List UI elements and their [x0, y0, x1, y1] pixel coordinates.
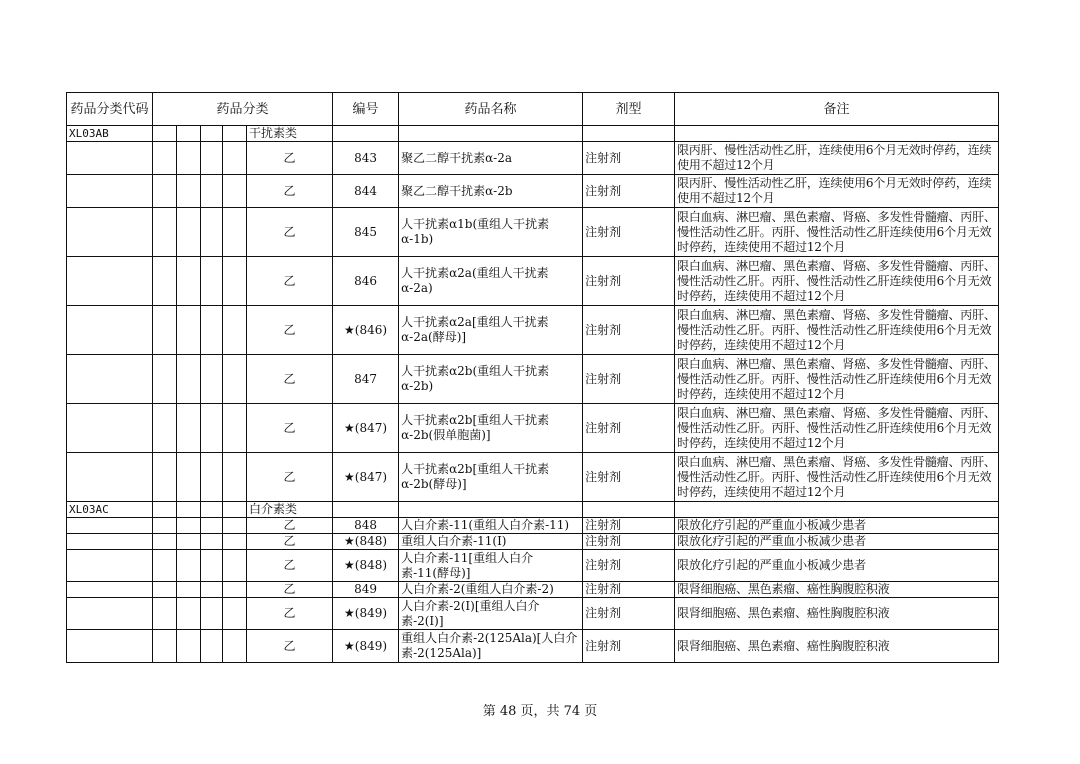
drug-name: 人干扰素α2b[重组人干扰素α-2b(假单胞菌)] — [399, 404, 583, 453]
dosage-form: 注射剂 — [583, 582, 675, 598]
drug-number: ★(847) — [333, 453, 399, 502]
drug-number: ★(848) — [333, 550, 399, 582]
remark-cell: 限白血病、淋巴瘤、黑色素瘤、肾癌、多发性骨髓瘤、丙肝、慢性活动性乙肝。丙肝、慢性活动性乙肝连续使用6个月无效时停药，连续使用不超过12个月 — [675, 306, 999, 355]
drug-number: 849 — [333, 582, 399, 598]
dosage-form: 注射剂 — [583, 404, 675, 453]
category-level-cell — [201, 598, 223, 630]
insurance-class: 乙 — [247, 534, 333, 550]
table-row — [67, 208, 999, 257]
category-level-cell — [223, 175, 247, 208]
category-level-cell — [201, 257, 223, 306]
empty-cell — [675, 502, 999, 518]
table-row — [67, 518, 999, 534]
category-level-cell — [223, 404, 247, 453]
code-cell — [67, 257, 153, 306]
remark-cell: 限白血病、淋巴瘤、黑色素瘤、肾癌、多发性骨髓瘤、丙肝、慢性活动性乙肝。丙肝、慢性活动性乙肝连续使用6个月无效时停药，连续使用不超过12个月 — [675, 257, 999, 306]
category-level-cell — [223, 550, 247, 582]
category-level-cell — [177, 257, 201, 306]
insurance-class: 乙 — [247, 550, 333, 582]
code-cell — [67, 534, 153, 550]
category-level-cell — [223, 142, 247, 175]
category-level-cell — [223, 208, 247, 257]
category-level-cell — [201, 518, 223, 534]
drug-name: 人干扰素α2a(重组人干扰素α-2a) — [399, 257, 583, 306]
table-row — [67, 257, 999, 306]
dosage-form: 注射剂 — [583, 550, 675, 582]
header-form: 剂型 — [583, 93, 675, 126]
category-level-cell — [177, 518, 201, 534]
drug-name: 人白介素-11(重组人白介素-11) — [399, 518, 583, 534]
remark-cell: 限丙肝、慢性活动性乙肝，连续使用6个月无效时停药，连续使用不超过12个月 — [675, 175, 999, 208]
code-cell — [67, 404, 153, 453]
category-level-cell — [177, 208, 201, 257]
category-level-cell — [177, 126, 201, 142]
category-row — [67, 502, 999, 518]
drug-name: 人干扰素α2a[重组人干扰素α-2a(酵母)] — [399, 306, 583, 355]
insurance-class: 乙 — [247, 257, 333, 306]
drug-number: ★(846) — [333, 306, 399, 355]
category-level-cell — [201, 126, 223, 142]
drug-name: 聚乙二醇干扰素α-2b — [399, 175, 583, 208]
dosage-form: 注射剂 — [583, 257, 675, 306]
category-level-cell — [153, 582, 177, 598]
category-level-cell — [223, 534, 247, 550]
category-level-cell — [153, 257, 177, 306]
drug-name: 人干扰素α2b[重组人干扰素α-2b(酵母)] — [399, 453, 583, 502]
table-row — [67, 355, 999, 404]
empty-cell — [675, 126, 999, 142]
drug-number: ★(849) — [333, 598, 399, 630]
category-level-cell — [153, 518, 177, 534]
insurance-class: 乙 — [247, 142, 333, 175]
drug-name: 人干扰素α1b(重组人干扰素α-1b) — [399, 208, 583, 257]
dosage-form: 注射剂 — [583, 518, 675, 534]
category-level-cell — [153, 598, 177, 630]
empty-cell — [583, 502, 675, 518]
code-cell — [67, 582, 153, 598]
category-level-cell — [201, 142, 223, 175]
category-level-cell — [153, 208, 177, 257]
dosage-form: 注射剂 — [583, 453, 675, 502]
dosage-form: 注射剂 — [583, 630, 675, 663]
category-level-cell — [153, 175, 177, 208]
category-level-cell — [201, 630, 223, 663]
header-category: 药品分类 — [153, 93, 333, 126]
category-level-cell — [177, 453, 201, 502]
category-level-cell — [153, 355, 177, 404]
drug-number: 844 — [333, 175, 399, 208]
code-cell — [67, 518, 153, 534]
insurance-class: 乙 — [247, 453, 333, 502]
dosage-form: 注射剂 — [583, 208, 675, 257]
category-level-cell — [223, 630, 247, 663]
category-level-cell — [177, 630, 201, 663]
category-level-cell — [223, 306, 247, 355]
category-level-cell — [223, 598, 247, 630]
category-level-cell — [201, 208, 223, 257]
category-level-cell — [153, 126, 177, 142]
code-cell — [67, 208, 153, 257]
dosage-form: 注射剂 — [583, 306, 675, 355]
category-level-cell — [201, 502, 223, 518]
table-row — [67, 550, 999, 582]
table-row — [67, 630, 999, 663]
insurance-class: 乙 — [247, 598, 333, 630]
table-row — [67, 142, 999, 175]
remark-cell: 限白血病、淋巴瘤、黑色素瘤、肾癌、多发性骨髓瘤、丙肝、慢性活动性乙肝。丙肝、慢性活动性乙肝连续使用6个月无效时停药，连续使用不超过12个月 — [675, 453, 999, 502]
table-row — [67, 175, 999, 208]
insurance-class: 乙 — [247, 518, 333, 534]
header-name: 药品名称 — [399, 93, 583, 126]
table-row — [67, 306, 999, 355]
drug-number: 847 — [333, 355, 399, 404]
category-level-cell — [177, 404, 201, 453]
drug-name: 重组人白介素-2(125Ala)[人白介素-2(125Ala)] — [399, 630, 583, 663]
code-cell — [67, 306, 153, 355]
insurance-class: 乙 — [247, 404, 333, 453]
empty-cell — [333, 502, 399, 518]
dosage-form: 注射剂 — [583, 534, 675, 550]
category-level-cell — [177, 355, 201, 404]
code-cell — [67, 630, 153, 663]
category-row — [67, 126, 999, 142]
table-header-row — [67, 93, 999, 126]
category-level-cell — [201, 453, 223, 502]
page-footer: 第 48 页，共 74 页 — [482, 704, 598, 719]
remark-cell: 限肾细胞癌、黑色素瘤、癌性胸腹腔积液 — [675, 630, 999, 663]
category-level-cell — [153, 630, 177, 663]
remark-cell: 限放化疗引起的严重血小板减少患者 — [675, 518, 999, 534]
table-row — [67, 582, 999, 598]
code-cell — [67, 453, 153, 502]
category-level-cell — [153, 142, 177, 175]
dosage-form: 注射剂 — [583, 142, 675, 175]
category-level-cell — [223, 355, 247, 404]
remark-cell: 限白血病、淋巴瘤、黑色素瘤、肾癌、多发性骨髓瘤、丙肝、慢性活动性乙肝。丙肝、慢性活动性乙肝连续使用6个月无效时停药，连续使用不超过12个月 — [675, 355, 999, 404]
category-level-cell — [201, 404, 223, 453]
insurance-class: 乙 — [247, 175, 333, 208]
category-level-cell — [177, 598, 201, 630]
drug-number: 843 — [333, 142, 399, 175]
drug-name: 人白介素-11[重组人白介素-11(酵母)] — [399, 550, 583, 582]
empty-cell — [399, 126, 583, 142]
remark-cell: 限肾细胞癌、黑色素瘤、癌性胸腹腔积液 — [675, 598, 999, 630]
drug-number: 848 — [333, 518, 399, 534]
category-level-cell — [177, 175, 201, 208]
drug-name: 人白介素-2(重组人白介素-2) — [399, 582, 583, 598]
empty-cell — [399, 502, 583, 518]
remark-cell: 限放化疗引起的严重血小板减少患者 — [675, 534, 999, 550]
dosage-form: 注射剂 — [583, 355, 675, 404]
category-level-cell — [201, 550, 223, 582]
dosage-form: 注射剂 — [583, 598, 675, 630]
drug-number: 846 — [333, 257, 399, 306]
drug-table — [66, 92, 999, 663]
category-label: 白介素类 — [247, 502, 333, 518]
empty-cell — [333, 126, 399, 142]
category-level-cell — [177, 550, 201, 582]
category-level-cell — [201, 175, 223, 208]
category-level-cell — [177, 534, 201, 550]
category-level-cell — [153, 453, 177, 502]
category-level-cell — [201, 582, 223, 598]
category-level-cell — [177, 142, 201, 175]
code-cell — [67, 550, 153, 582]
category-code: XL03AB — [67, 126, 153, 142]
header-remark: 备注 — [675, 93, 999, 126]
category-level-cell — [153, 404, 177, 453]
header-number: 编号 — [333, 93, 399, 126]
insurance-class: 乙 — [247, 306, 333, 355]
insurance-class: 乙 — [247, 630, 333, 663]
remark-cell: 限白血病、淋巴瘤、黑色素瘤、肾癌、多发性骨髓瘤、丙肝、慢性活动性乙肝。丙肝、慢性活动性乙肝连续使用6个月无效时停药，连续使用不超过12个月 — [675, 404, 999, 453]
drug-name: 聚乙二醇干扰素α-2a — [399, 142, 583, 175]
category-level-cell — [153, 550, 177, 582]
table-row — [67, 534, 999, 550]
category-level-cell — [177, 502, 201, 518]
empty-cell — [583, 126, 675, 142]
category-level-cell — [223, 126, 247, 142]
category-label: 干扰素类 — [247, 126, 333, 142]
table-row — [67, 453, 999, 502]
category-level-cell — [201, 534, 223, 550]
table-row — [67, 598, 999, 630]
table-row — [67, 404, 999, 453]
drug-number: ★(848) — [333, 534, 399, 550]
category-level-cell — [201, 306, 223, 355]
code-cell — [67, 355, 153, 404]
category-level-cell — [223, 257, 247, 306]
category-level-cell — [153, 306, 177, 355]
table-body — [67, 126, 999, 663]
dosage-form: 注射剂 — [583, 175, 675, 208]
header-code: 药品分类代码 — [67, 93, 153, 126]
category-level-cell — [153, 534, 177, 550]
code-cell — [67, 142, 153, 175]
insurance-class: 乙 — [247, 208, 333, 257]
drug-number: 845 — [333, 208, 399, 257]
remark-cell: 限白血病、淋巴瘤、黑色素瘤、肾癌、多发性骨髓瘤、丙肝、慢性活动性乙肝。丙肝、慢性活动性乙肝连续使用6个月无效时停药，连续使用不超过12个月 — [675, 208, 999, 257]
category-level-cell — [223, 582, 247, 598]
category-level-cell — [223, 502, 247, 518]
remark-cell: 限肾细胞癌、黑色素瘤、癌性胸腹腔积液 — [675, 582, 999, 598]
category-level-cell — [201, 355, 223, 404]
category-level-cell — [223, 518, 247, 534]
remark-cell: 限丙肝、慢性活动性乙肝，连续使用6个月无效时停药，连续使用不超过12个月 — [675, 142, 999, 175]
category-level-cell — [177, 582, 201, 598]
drug-number: ★(847) — [333, 404, 399, 453]
category-code: XL03AC — [67, 502, 153, 518]
drug-name: 人白介素-2(I)[重组人白介素-2(Ⅰ)] — [399, 598, 583, 630]
drug-name: 重组人白介素-11(Ⅰ) — [399, 534, 583, 550]
category-level-cell — [223, 453, 247, 502]
drug-number: ★(849) — [333, 630, 399, 663]
category-level-cell — [153, 502, 177, 518]
drug-name: 人干扰素α2b(重组人干扰素α-2b) — [399, 355, 583, 404]
remark-cell: 限放化疗引起的严重血小板减少患者 — [675, 550, 999, 582]
code-cell — [67, 598, 153, 630]
insurance-class: 乙 — [247, 355, 333, 404]
insurance-class: 乙 — [247, 582, 333, 598]
category-level-cell — [177, 306, 201, 355]
code-cell — [67, 175, 153, 208]
